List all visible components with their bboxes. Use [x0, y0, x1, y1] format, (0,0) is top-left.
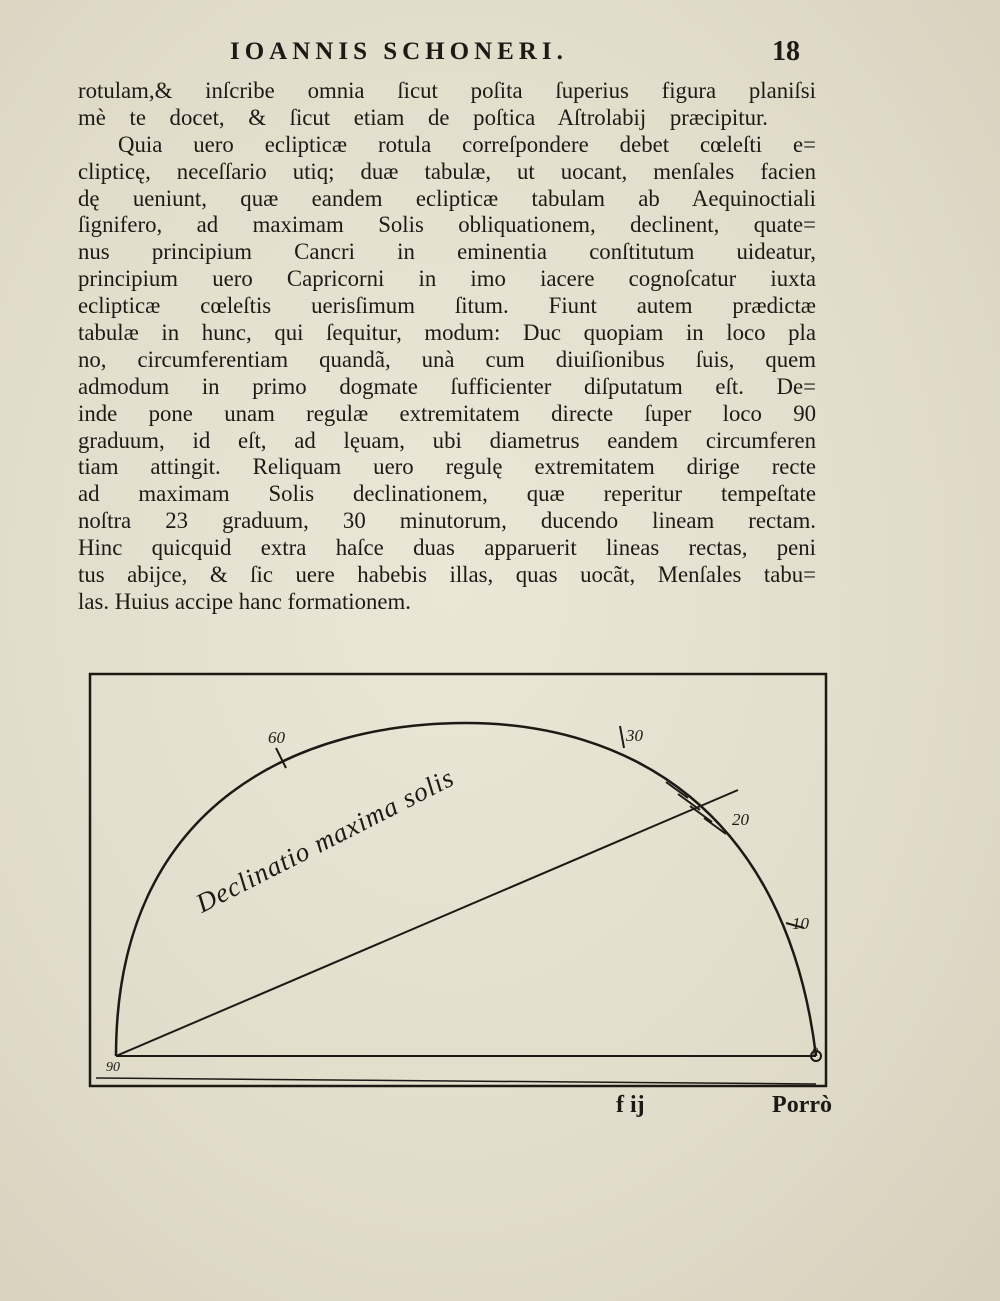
text-line: clipticę, neceſſario utiq; duæ tabulæ, ut uocant, menſales facien [78, 158, 816, 184]
text-line: admodum in primo dogmate ſufficienter diſputatum eſt. De= [78, 373, 816, 399]
text-line: eclipticæ cœleſtis uerisſimum ſitum. Fiunt autem prædictæ [78, 293, 816, 319]
tick-declination-a [666, 782, 688, 798]
text-line: nus principium Cancri in eminentia conſtitutum uideatur, [78, 239, 816, 265]
running-head: IOANNIS SCHONERI. [230, 38, 568, 65]
diagram-drawing [86, 668, 846, 1098]
label-90: 90 [106, 1060, 120, 1075]
tick-30 [620, 726, 624, 748]
text-line: tabulæ in hunc, qui ſequitur, modum: Duc quopiam in loco pla [78, 320, 816, 346]
label-60: 60 [268, 728, 285, 747]
text-line: ad maximam Solis declinationem, quæ reperitur tempeſtate [78, 481, 816, 507]
page-number: 18 [772, 36, 800, 67]
text-line: principium uero Capricorni in imo iacere cognoſcatur iuxta [78, 266, 816, 292]
diagram-caption: Declinatio maxima solis [190, 762, 459, 919]
page-footer [86, 1090, 846, 1130]
declination-diagram [86, 668, 846, 1098]
label-30: 30 [626, 726, 643, 745]
text-line: ſignifero, ad maximam Solis obliquationem, declinent, quate= [78, 212, 816, 238]
diagram-frame [90, 674, 826, 1086]
label-0: 0 [812, 1044, 818, 1058]
declination-line [116, 790, 738, 1056]
text-line: tiam attingit. Reliquam uero regulę extremitatem dirige recte [78, 454, 816, 480]
text-line: graduum, id eſt, ad lęuam, ubi diametrus eandem circumferen [78, 427, 816, 453]
text-line: las. Huius accipe hanc formationem. [78, 588, 411, 614]
text-line: tus abijce, & ſic uere habebis illas, quas uocãt, Menſales tabu= [78, 562, 816, 588]
catchword: Porrò [772, 1092, 832, 1118]
text-line: rotulam,& inſcribe omnia ſicut poſita ſuperius figura planiſsi [78, 78, 816, 103]
signature-mark: f ij [616, 1092, 645, 1118]
body-text [78, 78, 816, 616]
label-10: 10 [792, 914, 809, 933]
text-line: noſtra 23 graduum, 30 minutorum, ducendo lineam rectam. [78, 508, 816, 534]
page-header [230, 38, 800, 78]
text-line: mè te docet, & ſicut etiam de poſtica Aſtrolabij præcipitur. [78, 104, 768, 130]
label-20: 20 [732, 810, 749, 829]
text-line: Quia uero eclipticæ rotula correſpondere debet cœleſti e= [118, 131, 816, 157]
text-line: no, circumferentiam quandã, unà cum diuiſionibus ſuis, quem [78, 346, 816, 372]
bottom-rule [96, 1078, 816, 1084]
text-line: Hinc quicquid extra haſce duas apparuerit lineas rectas, peni [78, 535, 816, 561]
text-line: inde pone unam regulæ extremitatem directe ſuper loco 90 [78, 400, 816, 426]
text-line: dę ueniunt, quæ eandem eclipticæ tabulam ab Aequinoctiali [78, 185, 816, 211]
